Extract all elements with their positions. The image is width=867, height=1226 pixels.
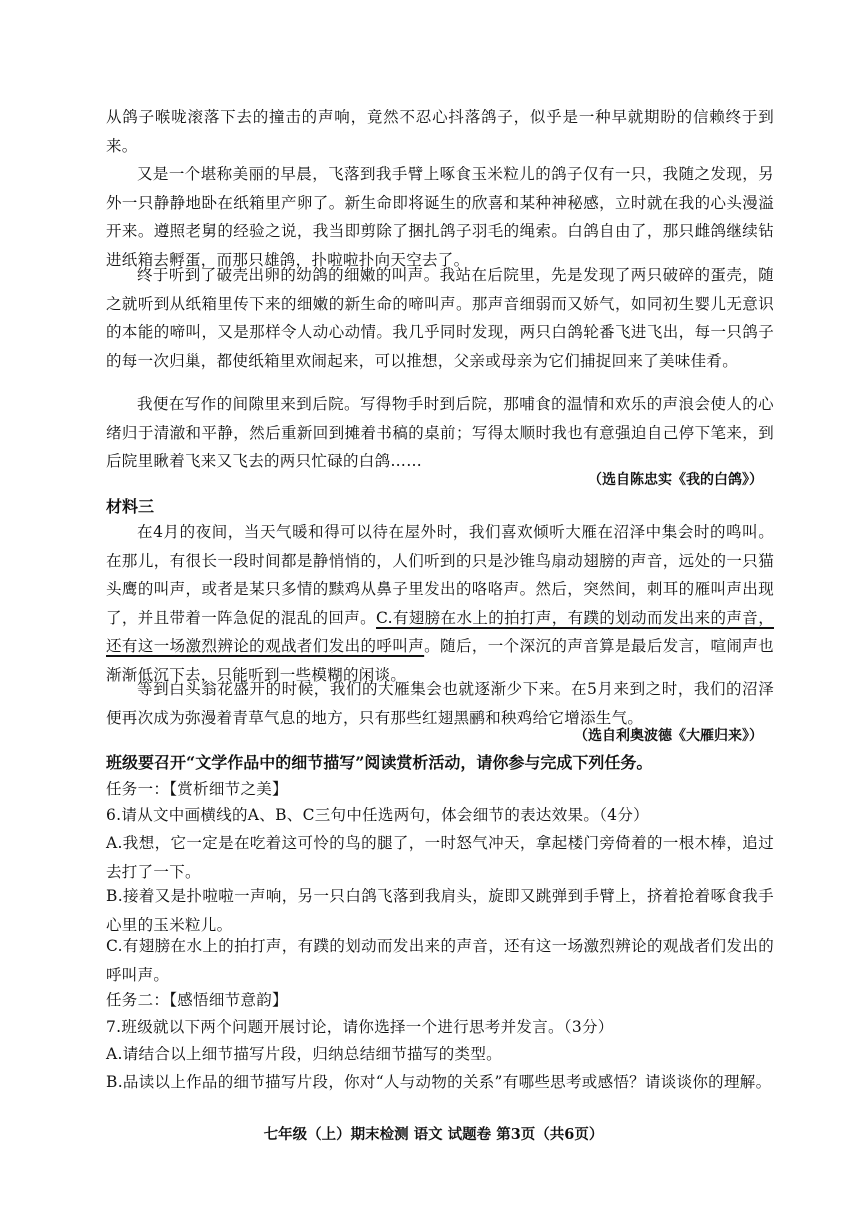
question-6: 6.请从文中画横线的A、B、C三句中任选两句，体会细节的表达效果。（4分） bbox=[106, 806, 649, 824]
material2-paragraph-2: 终于听到了破壳出卵的幼鸽的细嫩的叫声。我站在后院里，先是发现了两只破碎的蛋壳，随之就听到从纸箱里传下来的细嫩的新生命的啼叫声。那声音细弱而又娇气，如同初生婴儿无意识的本能的啼叫，又是那样令人动心动情。我几乎同时发现，两只白鸽轮番飞进飞出，每一只鸽子的每一次归巢，都使纸箱里欢闹起来，可以推想，父亲或母亲为它们捕捉回来了美味佳肴。 bbox=[106, 266, 774, 370]
material3-heading: 材料三 bbox=[106, 497, 155, 516]
underlined-sentence-c: C.有翅膀在水上的拍打声，有蹼的划动而发出来的声音，还有这一场激烈辨论的观战者们发出的呼叫声 bbox=[106, 608, 774, 656]
material2-source: （选自陈忠实《我的白鸽》） bbox=[588, 472, 763, 488]
page-footer: 七年级（上）期末检测 语文 试题卷 第3页（共6页） bbox=[263, 1126, 604, 1143]
task2-title: 任务二：【感悟细节意韵】 bbox=[106, 991, 288, 1009]
material3-p1-after: 。随后，一个深沉的声音算是最后发言，喧闹声也渐渐低沉下去，只能听到一些模糊的闲谈。 bbox=[106, 637, 774, 684]
task1-title: 任务一：【赏析细节之美】 bbox=[106, 780, 288, 798]
material2-paragraph-1: 又是一个堪称美丽的早晨，飞落到我手臂上啄食玉米粒儿的鸽子仅有一只，我随之发现，另外一只静静地卧在纸箱里产卵了。新生命即将诞生的欣喜和某种神秘感，立时就在我的心头漫溢开来。遵照老舅的经验之说，我当即剪除了捆扎鸽子羽毛的绳索。白鸽自由了，那只雌鸽继续钻进纸箱去孵蛋，而那只雄鸽，扑啦啦扑向天空去了。 bbox=[106, 165, 774, 269]
question-7-option-b: B.品读以上作品的细节描写片段，你对“人与动物的关系”有哪些思考或感悟？请谈谈你的理解。 bbox=[106, 1073, 772, 1091]
material2-paragraph-0: 从鸽子喉咙滚落下去的撞击的声响，竟然不忍心抖落鸽子，似乎是一种早就期盼的信赖终于到来。 bbox=[106, 108, 774, 155]
material2-paragraph-3: 我便在写作的间隙里来到后院。写得物手时到后院，那哺食的温情和欢乐的声浪会使人的心绪归于清澈和平静，然后重新回到摊着书稿的桌前；写得太顺时我也有意强迫自己停下笔来，到后院里瞅着飞来又飞去的两只忙碌的白鸽…… bbox=[106, 395, 774, 471]
question-6-option-a: A.我想，它一定是在吃着这可怜的鸟的腿了，一时怒气冲天，拿起楼门旁倚着的一根木棒，追过去打了一下。 bbox=[106, 834, 774, 881]
activity-intro: 班级要召开“文学作品中的细节描写”阅读赏析活动，请你参与完成下列任务。 bbox=[106, 753, 653, 772]
material3-paragraph-2: 等到白头翁花盛开的时候，我们的大雁集会也就逐渐少下来。在5月来到之时，我们的沼泽便再次成为弥漫着青草气息的地方，只有那些红翅黑鹂和秧鸡给它增添生气。 bbox=[106, 680, 774, 727]
material3-source: （选自利奥波德《大雁归来》） bbox=[574, 728, 763, 744]
question-6-option-b: B.接着又是扑啦啦一声响，另一只白鸽飞落到我肩头，旋即又跳弹到手臂上，挤着抢着啄食我手心里的玉米粒儿。 bbox=[106, 887, 774, 934]
material3-p1-before: 在4月的夜间，当天气暖和得可以待在屋外时，我们喜欢倾听大雁在沼泽中集会时的鸣叫。在那儿，有很长一段时间都是静悄悄的，人们听到的只是沙锥鸟扇动翅膀的声音，远处的一只猫头鹰的叫声，或者是某只多情的黩鸡从鼻子里发出的咯咯声。然后，突然间，刺耳的雁叫声出现了，并且带着一阵急促的混乱的回声。 bbox=[106, 523, 774, 627]
question-7-option-a: A.请结合以上细节描写片段，归纳总结细节描写的类型。 bbox=[106, 1045, 502, 1063]
question-7: 7.班级就以下两个问题开展讨论，请你选择一个进行思考并发言。（3分） bbox=[106, 1018, 614, 1036]
material3-paragraph-1 bbox=[106, 518, 774, 690]
question-6-option-c: C.有翅膀在水上的拍打声，有蹼的划动而发出来的声音，还有这一场激烈辨论的观战者们发出的呼叫声。 bbox=[106, 937, 774, 984]
